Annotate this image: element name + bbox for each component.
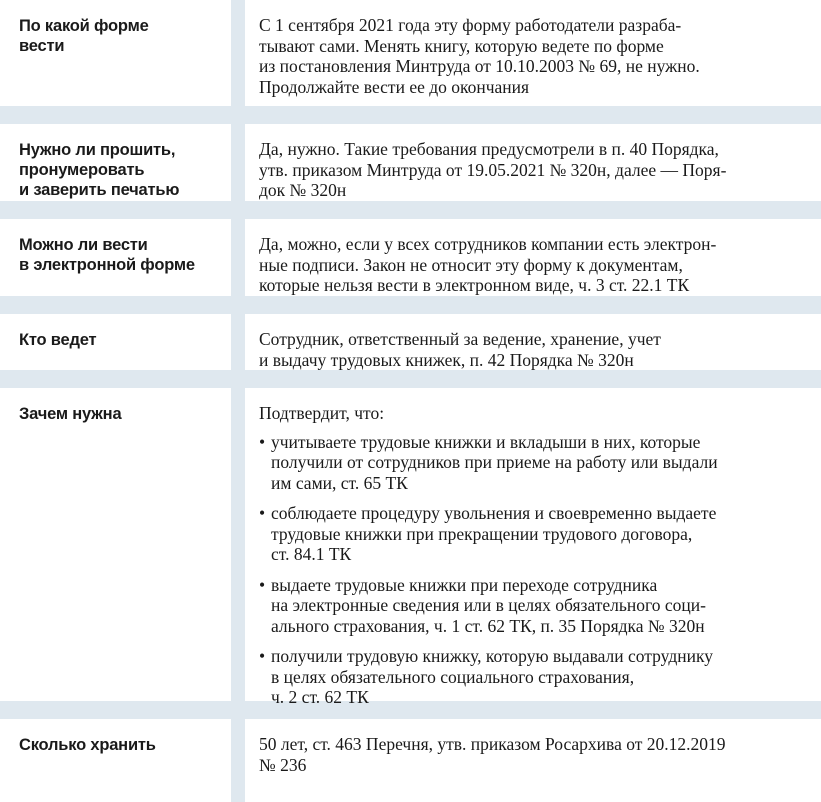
row-value-why: Подтвердит, что: • учитываете трудовые книжки и вкладыши в них, которые получили от сотрудников при приеме на работу или выдали им сами, ст. 65 ТК • соблюдаете процедуру увольнения и своевременно выдаете трудовые книжки при прекращении трудового договора, ст. 84.1 ТК • выдаете трудовые книжки при переходе сотрудника на электронные сведения или в целях обязательного соци- ального страхования, ч. 1 ст. 62 ТК, п. 35 Порядка № 320н • получили трудовую книжку, которую выдавали сотруднику в целях обязательного социального страхования, ч. 2 ст. 62 ТК <box>245 388 821 701</box>
column-divider <box>231 388 245 701</box>
row-value-form: С 1 сентября 2021 года эту форму работодатели разраба- тывают сами. Менять книгу, которую ведете по форме из постановления Минтруда от 10.10.2003 № 69, не нужно. Продолжайте вести ее до окончания <box>259 15 700 97</box>
row-value-electronic: Да, можно, если у всех сотрудников компании есть электрон- ные подписи. Закон не относит эту форму к документам, которые нельзя вести в электронном виде, ч. 3 ст. 22.1 ТК <box>259 234 717 295</box>
column-divider <box>231 124 245 201</box>
column-divider <box>231 314 245 370</box>
bullet-marker: • <box>259 431 266 452</box>
row-label-storage: Сколько хранить <box>0 719 231 802</box>
bullet-marker: • <box>259 646 266 666</box>
column-divider <box>231 219 245 296</box>
row-label-who: Кто ведет <box>0 314 231 370</box>
bullet-marker: • <box>259 503 266 523</box>
row-label-electronic: Можно ли вести в электронной форме <box>0 219 231 296</box>
row-value-binding: Да, нужно. Такие требования предусмотрели в п. 40 Порядка, утв. приказом Минтруда от 19.05.2021 № 320н, далее — Поря- док № 320н <box>259 139 727 200</box>
list-item: • соблюдаете процедуру увольнения и своевременно выдаете трудовые книжки при прекращении трудового договора, ст. 84.1 ТК <box>259 503 717 564</box>
row-separator <box>0 106 821 124</box>
row-separator <box>0 201 821 219</box>
list-item: • учитываете трудовые книжки и вкладыши в них, которые получили от сотрудников при приеме на работу или выдали им сами, ст. 65 ТК <box>259 431 718 493</box>
row-label-binding: Нужно ли прошить, пронумеровать и заверить печатью <box>0 124 231 201</box>
row-label-form: По какой форме вести <box>0 0 231 106</box>
list-item: • получили трудовую книжку, которую выдавали сотруднику в целях обязательного социального страхования, ч. 2 ст. 62 ТК <box>259 646 713 707</box>
row-value-who: Сотрудник, ответственный за ведение, хранение, учет и выдачу трудовых книжек, п. 42 Порядка № 320н <box>259 329 661 370</box>
column-divider <box>231 0 245 106</box>
row-value-storage: 50 лет, ст. 463 Перечня, утв. приказом Росархива от 20.12.2019 № 236 <box>259 734 726 775</box>
row-separator <box>0 370 821 388</box>
row-label-why: Зачем нужна <box>0 388 231 701</box>
column-divider <box>231 719 245 802</box>
row-separator <box>0 296 821 314</box>
bullet-marker: • <box>259 574 266 595</box>
list-item: • выдаете трудовые книжки при переходе сотрудника на электронные сведения или в целях обязательного соци- ального страхования, ч. 1 ст. 62 ТК, п. 35 Порядка № 320н <box>259 574 706 636</box>
